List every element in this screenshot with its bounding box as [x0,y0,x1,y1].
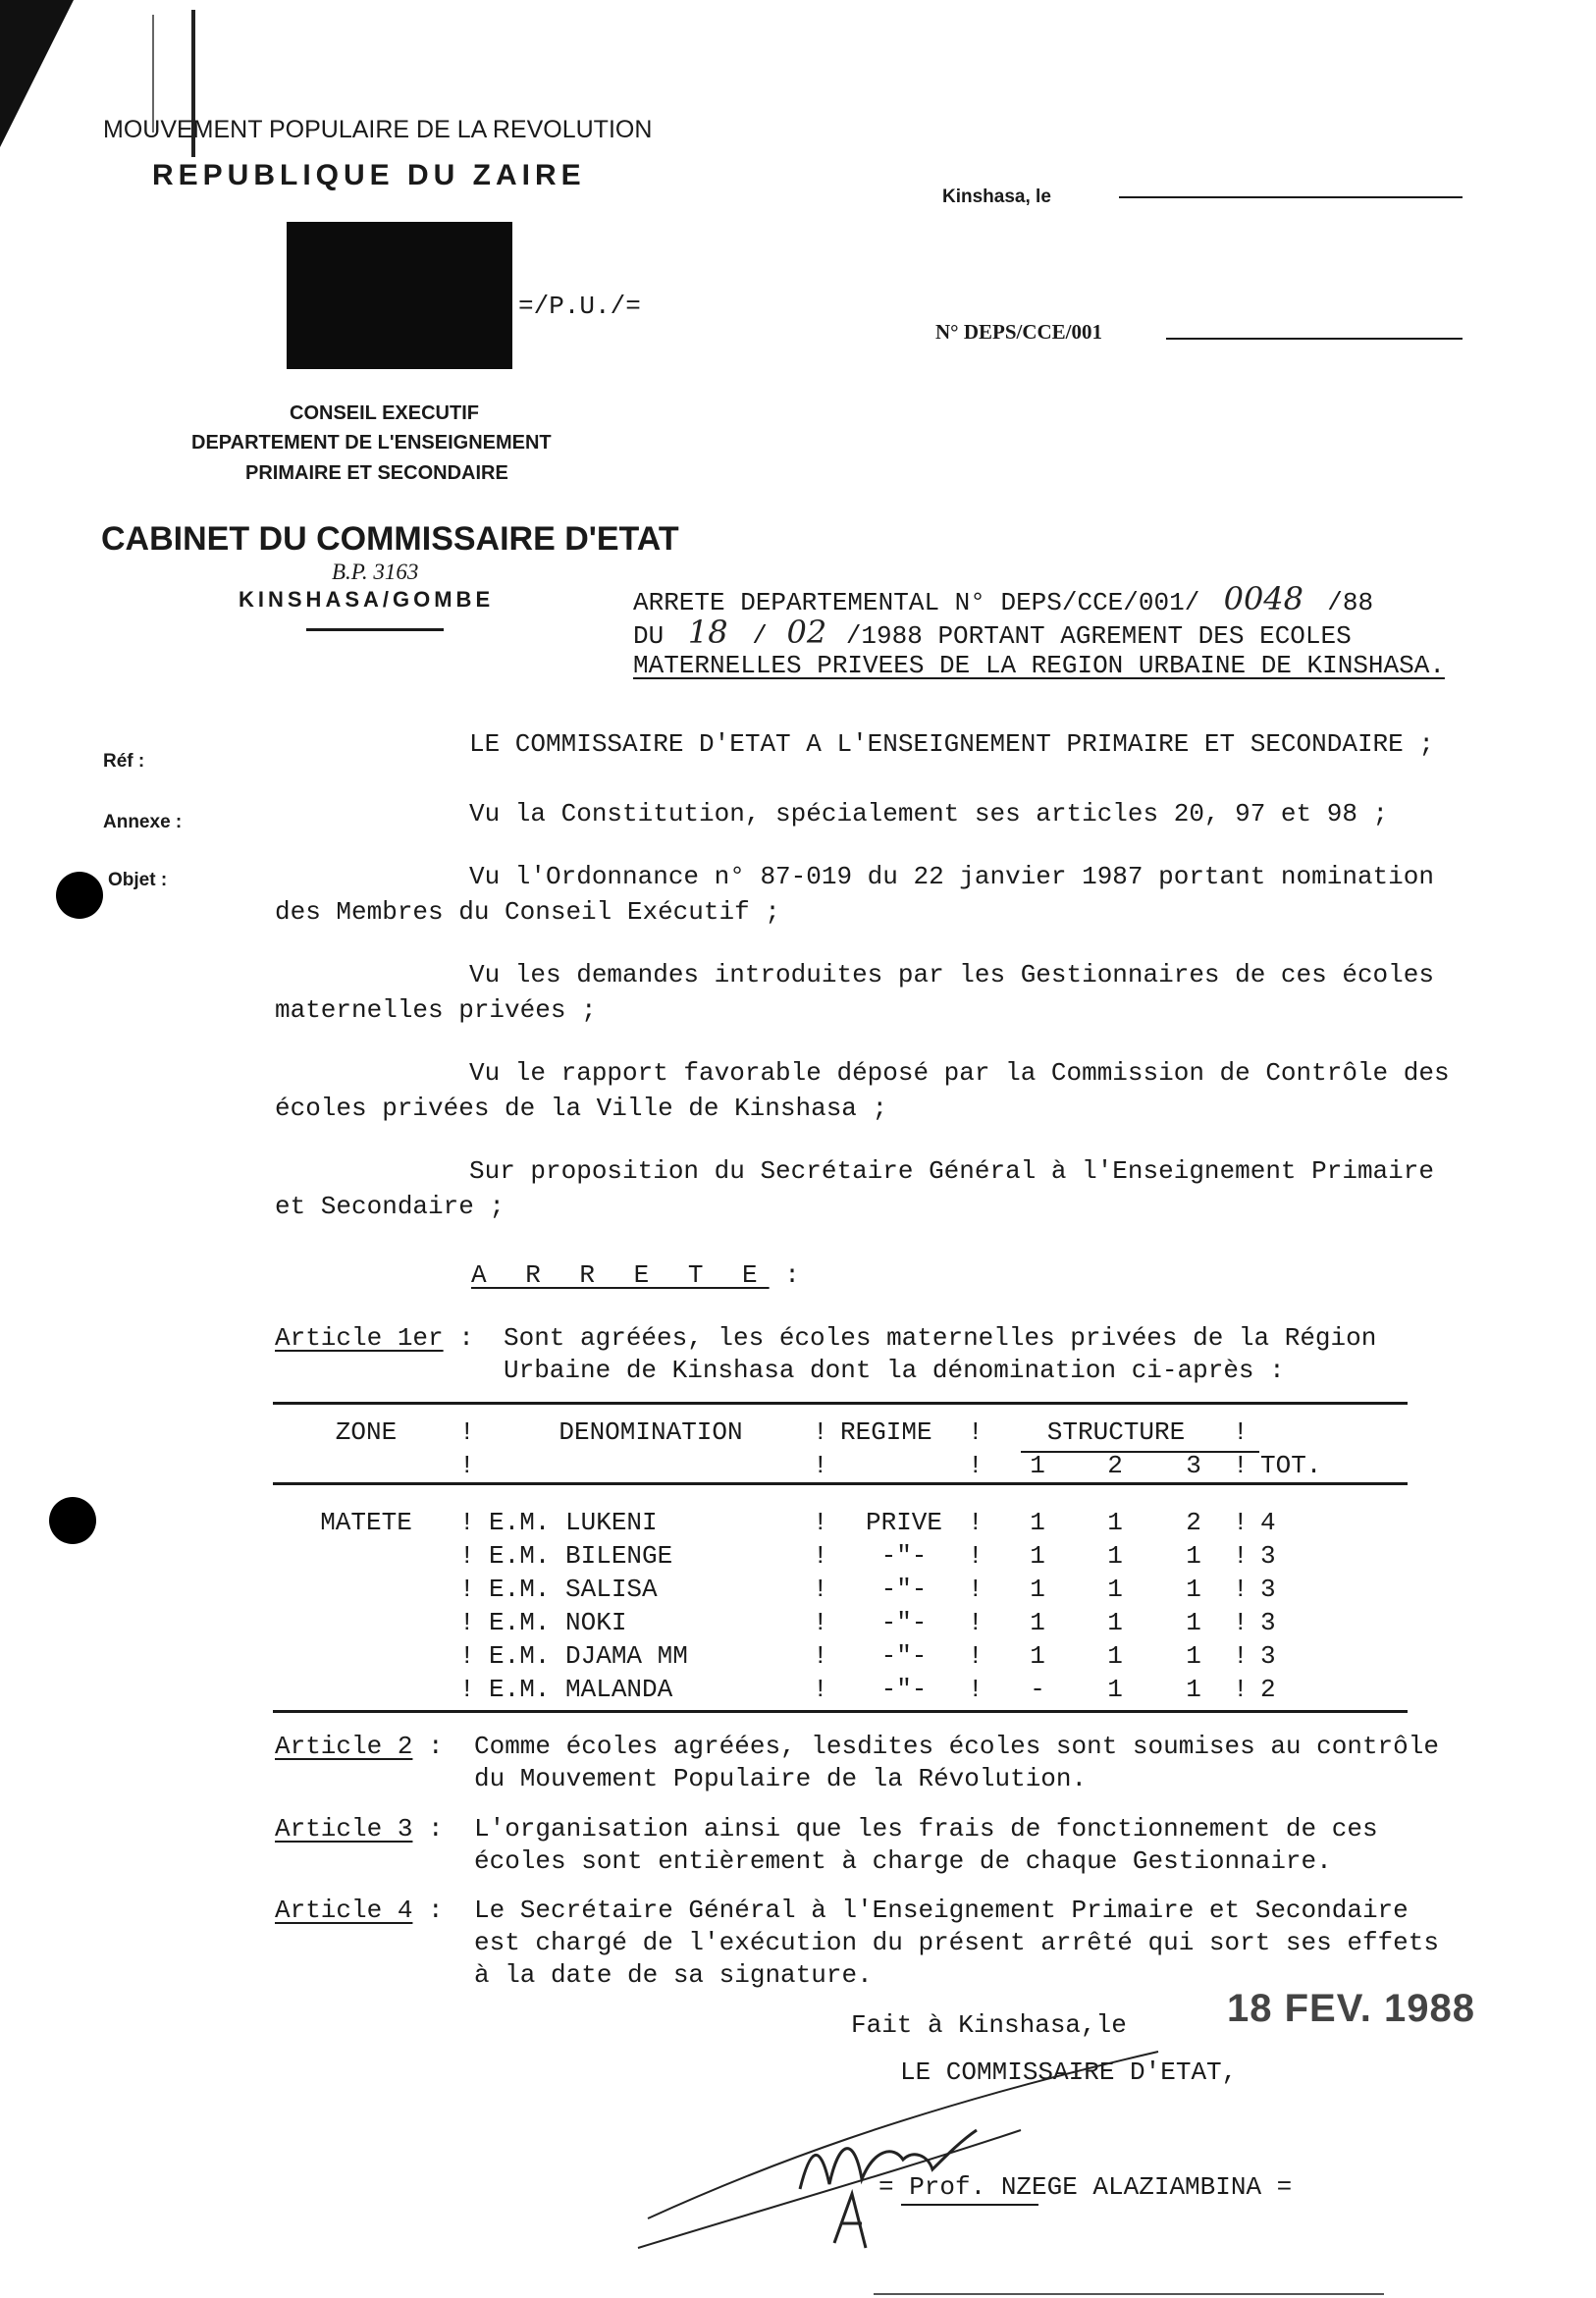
letterhead-council: CONSEIL EXECUTIF [290,402,479,424]
decree-prefix: ARRETE DEPARTEMENTAL N° DEPS/CCE/001/ [633,588,1200,617]
structure-2: 1 [1107,1675,1123,1704]
article-1-label [275,1321,474,1355]
pu-reference: =/P.U./= [518,292,641,321]
col-sep: ! [968,1451,984,1480]
decree-month-handwritten: 02 [786,614,827,651]
col-sep: ! [968,1508,984,1537]
structure-2: 1 [1107,1641,1123,1671]
decree-line-1 [633,582,1373,619]
article-4-title: Article 4 [275,1896,413,1925]
preamble-vu-ordonnance-cont: des Membres du Conseil Exécutif ; [275,897,780,927]
decree-number-handwritten: 0048 [1223,580,1304,617]
page-edge-mark [0,0,74,147]
col-sep: ! [813,1575,828,1604]
table-subheader-row [273,1449,1408,1482]
col-sep: ! [459,1451,475,1480]
table-row [273,1539,1408,1573]
letterhead-department-2: PRIMAIRE ET SECONDAIRE [245,462,508,484]
label-annexe: Annexe : [103,812,183,832]
col-sep: ! [1233,1675,1249,1704]
article-3-label [275,1812,444,1845]
header-zone: ZONE [335,1417,398,1447]
school-regime: PRIVE [865,1508,942,1537]
col-sep: ! [968,1541,984,1571]
article-2-title: Article 2 [275,1732,413,1761]
label-objet: Objet : [108,870,168,890]
zone-cell: MATETE [320,1508,412,1537]
city-gombe: KINSHASA/GOMBE [239,587,495,612]
col-sep: ! [1233,1641,1249,1671]
col-sep: ! [813,1541,828,1571]
col-sep: ! [813,1608,828,1637]
header-structure-1: 1 [1030,1451,1045,1480]
school-regime: -"- [880,1608,928,1637]
article-1-title: Article 1er [275,1323,444,1353]
structure-1: - [1030,1675,1045,1704]
structure-2: 1 [1107,1541,1123,1571]
reference-number-line [1166,338,1463,340]
article-3-title: Article 3 [275,1814,413,1844]
structure-3: 1 [1186,1575,1201,1604]
col-sep: ! [459,1417,475,1447]
binding-mark-thin [152,15,154,133]
col-sep: ! [459,1641,475,1671]
decree-line-3: MATERNELLES PRIVEES DE LA REGION URBAINE DE KINSHASA. [633,651,1445,680]
structure-3: 1 [1186,1675,1201,1704]
structure-2: 1 [1107,1508,1123,1537]
table-bottom-rule [273,1710,1408,1713]
article-1-text: Sont agréées, les écoles maternelles privées de la Région [504,1323,1377,1353]
school-name: E.M. DJAMA MM [489,1641,688,1671]
redacted-emblem [287,222,512,369]
fait-a-kinshasa: Fait à Kinshasa,le [851,2010,1127,2040]
article-1-colon: : [458,1323,474,1353]
city-underline [306,628,444,631]
school-regime: -"- [880,1641,928,1671]
preamble-vu-constitution: Vu la Constitution, spécialement ses articles 20, 97 et 98 ; [469,799,1389,828]
total: 3 [1260,1608,1276,1637]
school-regime: -"- [880,1675,928,1704]
col-sep: ! [459,1575,475,1604]
col-sep: ! [1233,1541,1249,1571]
header-structure-2: 2 [1107,1451,1123,1480]
punch-hole-top [56,872,103,919]
header-regime: REGIME [840,1417,932,1447]
decree-line-2 [633,615,1352,653]
table-body [273,1506,1408,1706]
preamble-vu-demandes-cont: maternelles privées ; [275,995,597,1025]
kinshasa-date-line [1119,196,1463,198]
article-2-text: Comme écoles agréées, lesdites écoles sont soumises au contrôle [474,1732,1439,1761]
decree-day-handwritten: 18 [687,614,728,651]
school-name: E.M. LUKENI [489,1508,658,1537]
punch-hole-bottom [49,1497,96,1544]
article-4-text-cont-2: à la date de sa signature. [474,1960,873,1990]
col-sep: ! [1233,1575,1249,1604]
table-top-rule [273,1402,1408,1405]
article-2-text-cont: du Mouvement Populaire de la Révolution. [474,1764,1088,1793]
table-row [273,1606,1408,1639]
preamble-vu-ordonnance: Vu l'Ordonnance n° 87-019 du 22 janvier 1987 portant nomination [469,862,1434,891]
col-sep: ! [813,1417,828,1447]
total: 3 [1260,1641,1276,1671]
school-name: E.M. SALISA [489,1575,658,1604]
reference-number: N° DEPS/CCE/001 [935,320,1102,344]
school-regime: -"- [880,1575,928,1604]
article-2-colon: : [428,1732,444,1761]
arrete-colon: : [784,1260,800,1290]
col-sep: ! [968,1641,984,1671]
total: 3 [1260,1575,1276,1604]
article-4-text: Le Secrétaire Général à l'Enseignement Primaire et Secondaire [474,1896,1409,1925]
header-structure: STRUCTURE [1046,1417,1186,1447]
total: 2 [1260,1675,1276,1704]
kinshasa-le: Kinshasa, le [942,187,1051,207]
structure-2: 1 [1107,1575,1123,1604]
col-sep: ! [459,1675,475,1704]
article-3-text-cont: écoles sont entièrement à charge de chaque Gestionnaire. [474,1846,1332,1876]
article-4-colon: : [428,1896,444,1925]
header-denomination: DENOMINATION [559,1417,743,1447]
decree-line2-suffix: /1988 PORTANT AGREMENT DES ECOLES [845,621,1352,651]
decree-suffix: /88 [1327,588,1374,617]
preamble-sur-proposition-cont: et Secondaire ; [275,1192,505,1221]
header-structure-3: 3 [1186,1451,1201,1480]
structure-1: 1 [1030,1508,1045,1537]
table-row [273,1506,1408,1539]
table-header-row [273,1416,1408,1449]
article-3-text: L'organisation ainsi que les frais de fonctionnement de ces [474,1814,1378,1844]
col-sep: ! [968,1608,984,1637]
schools-table [273,1416,1408,1706]
col-sep: ! [1233,1608,1249,1637]
arrete-word: A R R E T E [471,1260,770,1290]
school-name: E.M. NOKI [489,1608,627,1637]
total: 3 [1260,1541,1276,1571]
header-total: TOT. [1260,1451,1322,1480]
table-row [273,1573,1408,1606]
col-sep: ! [968,1575,984,1604]
signature-image [609,2022,1296,2268]
letterhead-movement: MOUVEMENT POPULAIRE DE LA REVOLUTION [103,116,653,143]
letterhead-department: DEPARTEMENT DE L'ENSEIGNEMENT [191,432,552,454]
structure-1: 1 [1030,1575,1045,1604]
col-sep: ! [1233,1417,1249,1447]
structure-2: 1 [1107,1608,1123,1637]
po-box: B.P. 3163 [332,560,419,584]
col-sep: ! [459,1608,475,1637]
structure-3: 2 [1186,1508,1201,1537]
article-3-colon: : [428,1814,444,1844]
col-sep: ! [813,1641,828,1671]
arrete-heading [471,1258,800,1292]
structure-3: 1 [1186,1541,1201,1571]
col-sep: ! [1233,1508,1249,1537]
col-sep: ! [459,1541,475,1571]
structure-1: 1 [1030,1541,1045,1571]
date-stamp: 18 FEV. 1988 [1227,1987,1475,2030]
article-4-text-cont: est chargé de l'exécution du présent arrêté qui sort ses effets [474,1928,1439,1957]
col-sep: ! [813,1675,828,1704]
bottom-edge-line [874,2293,1384,2295]
table-row [273,1673,1408,1706]
table-row [273,1639,1408,1673]
school-name: E.M. MALANDA [489,1675,673,1704]
structure-1: 1 [1030,1608,1045,1637]
article-1-text-cont: Urbaine de Kinshasa dont la dénomination ci-après : [504,1356,1285,1385]
col-sep: ! [1233,1451,1249,1480]
total: 4 [1260,1508,1276,1537]
preamble-sur-proposition: Sur proposition du Secrétaire Général à l'Enseignement Primaire [469,1156,1434,1186]
preamble-vu-rapport-cont: écoles privées de la Ville de Kinshasa ; [275,1094,888,1123]
signatory-name [878,2170,1292,2204]
decree-date-slash: / [752,621,768,651]
structure-3: 1 [1186,1641,1201,1671]
col-sep: ! [968,1675,984,1704]
cabinet-title: CABINET DU COMMISSAIRE D'ETAT [101,520,679,558]
signatory-title: LE COMMISSAIRE D'ETAT, [900,2058,1238,2087]
article-2-label [275,1730,444,1763]
structure-3: 1 [1186,1608,1201,1637]
decree-du: DU [633,621,665,651]
signatory-name-underline [901,2204,1038,2206]
signatory-name-text: = Prof. NZEGE ALAZIAMBINA = [878,2172,1293,2202]
col-sep: ! [459,1508,475,1537]
preamble-commissioner: LE COMMISSAIRE D'ETAT A L'ENSEIGNEMENT PRIMAIRE ET SECONDAIRE ; [469,729,1434,759]
school-name: E.M. BILENGE [489,1541,673,1571]
col-sep: ! [968,1417,984,1447]
school-regime: -"- [880,1541,928,1571]
structure-1: 1 [1030,1641,1045,1671]
letterhead-republic: REPUBLIQUE DU ZAIRE [152,159,586,191]
preamble-vu-rapport: Vu le rapport favorable déposé par la Commission de Contrôle des [469,1058,1450,1088]
label-ref: Réf : [103,751,145,772]
col-sep: ! [813,1508,828,1537]
preamble-vu-demandes: Vu les demandes introduites par les Gestionnaires de ces écoles [469,960,1434,989]
col-sep: ! [813,1451,828,1480]
article-4-label [275,1894,444,1927]
